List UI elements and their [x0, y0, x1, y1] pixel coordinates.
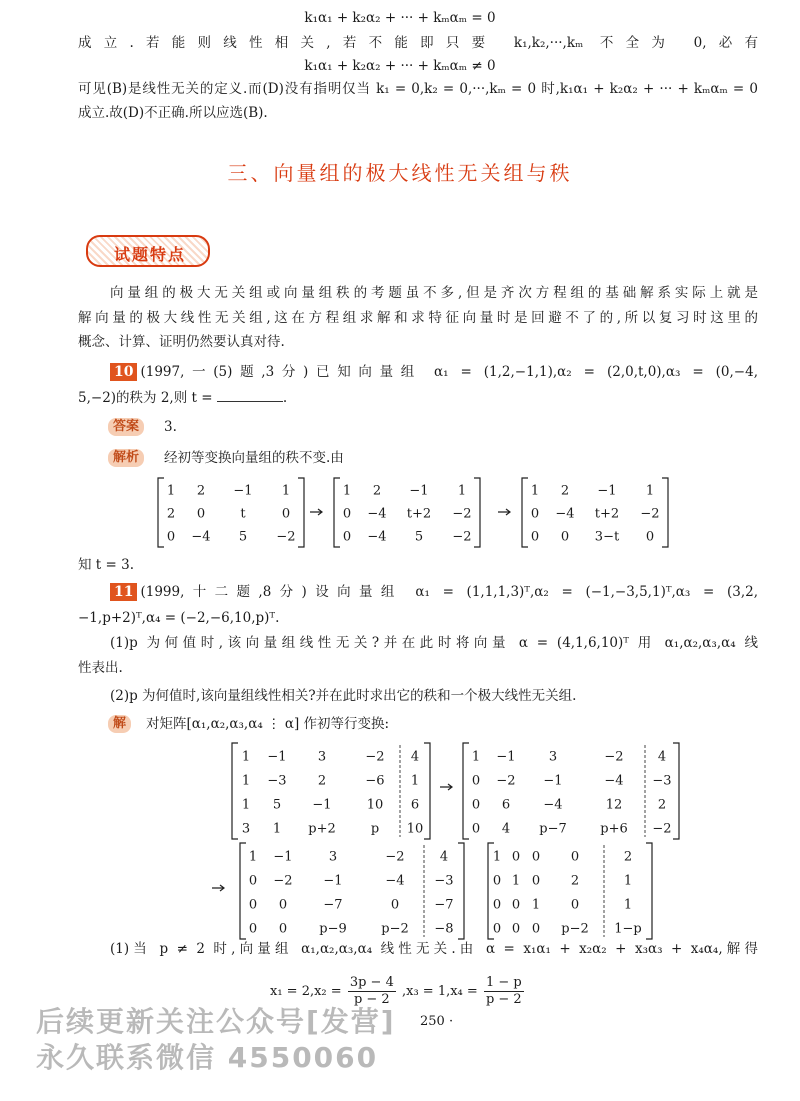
q11-matrix-2-cell: 12 [605, 797, 623, 813]
q11-matrix-2-left-bracket [463, 743, 469, 839]
features-line: 解向量的极大线性无关组,这在方程组求解和求特征向量时是回避不了的,所以复习时这里的 [78, 310, 758, 326]
question-text: (1999,十二题,8分)设向量组 α₁ = (1,1,1,3)ᵀ,α₂ = (−1,−3,5,1)ᵀ,α₃ = (3,2, [140, 584, 758, 600]
question-11-part2: (2)p 为何值时,该向量组线性相关?并在此时求出它的秩和一个极大线性无关组. [110, 688, 577, 704]
question-text: (1997,一(5)题,3分)已知向量组 α₁ = (1,2,−1,1),α₂ = (2,0,t,0),α₃ = (0,−4, [140, 364, 758, 380]
q10-matrix-2-cell: 0 [342, 506, 352, 522]
q10-matrix-2-cell: 1 [342, 483, 352, 499]
q10-matrix-3-left-bracket [522, 478, 528, 547]
q11-matrix-3-left-bracket [240, 843, 246, 939]
q11-matrix-2-cell: 4 [657, 749, 667, 765]
q11-matrix-1-cell: 1 [241, 773, 251, 789]
q11-matrix-4-cell: 1 [531, 897, 541, 913]
q11-matrix-1-cell: 4 [410, 749, 420, 765]
q11-matrix-3-cell: 0 [278, 897, 288, 913]
q11-matrix-1-cell: 10 [366, 797, 384, 813]
q11-matrix-3-cell: 0 [248, 921, 258, 937]
q10-matrix-2-cell: t+2 [406, 506, 432, 522]
q10-matrix-3-cell: t+2 [594, 506, 620, 522]
q10-matrix-3-right-bracket [662, 478, 668, 547]
fraction-denominator: p − 2 [485, 992, 522, 1007]
q10-matrix-1-cell: 1 [166, 483, 176, 499]
answer-value: 3. [164, 419, 177, 435]
q10-matrix-1-cell: t [240, 506, 246, 522]
q11-matrix-2-cell: −2 [496, 773, 516, 789]
case-1-text: (1)当 p ≠ 2 时,向量组 α₁,α₂,α₃,α₄ 线性无关.由 α = x₁α₁ + x₂α₂ + x₃α₃ + x₄α₄,解得 [110, 941, 758, 957]
q11-matrix-4-cell: 1 [623, 873, 633, 889]
q11-matrix-3-cell: 0 [390, 897, 400, 913]
q11-matrix-4-cell: 0 [531, 849, 541, 865]
q11-matrix-4-cell: 0 [531, 921, 541, 937]
q11-matrix-1-cell: 3 [241, 821, 251, 837]
q11-matrix-3-cell: −1 [323, 873, 343, 889]
q10-matrix-3-cell: 0 [560, 529, 570, 545]
analysis-tag: 解析 [108, 449, 144, 467]
page-number-value: 250 [420, 1014, 445, 1029]
q11-matrix-3-cell: −2 [385, 849, 405, 865]
q11-matrix-3-cell: −1 [273, 849, 293, 865]
q10-matrix-2-cell: 2 [372, 483, 382, 499]
q10-matrix-3-cell: 1 [530, 483, 540, 499]
q11-matrix-3-cell: 1 [248, 849, 258, 865]
section-heading: 三、向量组的极大线性无关组与秩 [227, 161, 573, 185]
answer-tag: 答案 [108, 418, 144, 436]
q11-matrix-1-left-bracket [232, 743, 238, 839]
analysis-text: 经初等变换向量组的秩不变.由 [164, 450, 344, 466]
q11-matrix-3-cell: 3 [328, 849, 338, 865]
q11-matrix-4-cell: 0 [511, 849, 521, 865]
q11-matrix-3-cell: −2 [273, 873, 293, 889]
q10-matrix-2-right-bracket [474, 478, 480, 547]
q11-matrix-2-cell: 0 [471, 821, 481, 837]
q11-matrix-2-cell: −2 [652, 821, 672, 837]
q11-matrix-4-cell: 1 [623, 897, 633, 913]
arrow-icon [212, 885, 224, 891]
q10-matrix-1-cell: 0 [196, 506, 206, 522]
q11-matrix-2-cell: 1 [471, 749, 481, 765]
q11-matrix-2-cell: −1 [543, 773, 563, 789]
solution-tag: 解 [108, 715, 131, 733]
q11-matrix-2-cell: 2 [657, 797, 667, 813]
conclusion-text: 知 t = 3. [78, 557, 134, 573]
q10-matrix-2-cell: −2 [452, 506, 472, 522]
q11-matrix-3-cell: −4 [385, 873, 405, 889]
arrow-icon [310, 509, 322, 515]
q11-matrix-4-cell: 1−p [614, 921, 642, 937]
q11-matrix-1-cell: −2 [365, 749, 385, 765]
q10-matrix-2-cell: −4 [367, 506, 387, 522]
paragraph-line: 成立.若能则线性相关,若不能即只要 k₁,k₂,···,kₘ 不全为 0,必有 [78, 35, 758, 51]
q11-matrix-2-cell: 3 [548, 749, 558, 765]
q11-matrix-3-cell: 0 [248, 897, 258, 913]
q11-matrix-1-cell: p+2 [308, 821, 336, 837]
q10-matrix-1-cell: 0 [281, 506, 291, 522]
q10-matrix-2-left-bracket [334, 478, 340, 547]
q11-matrix-1-cell: 2 [317, 773, 327, 789]
q11-matrix-1-cell: −3 [267, 773, 287, 789]
q11-matrix-1-cell: 1 [241, 797, 251, 813]
fraction-denominator: p − 2 [353, 992, 390, 1007]
q11-matrix-2-cell: −1 [496, 749, 516, 765]
q11-matrix-4-cell: 0 [531, 873, 541, 889]
q11-matrix-3-cell: p−2 [381, 921, 409, 937]
q11-matrix-4-cell: 0 [570, 897, 580, 913]
q10-matrix-3-cell: 0 [645, 529, 655, 545]
q11-matrix-4-cell: 2 [623, 849, 633, 865]
q11-matrix-3-cell: p−9 [319, 921, 347, 937]
q11-matrix-2-cell: −2 [604, 749, 624, 765]
q11-matrix-3-cell: −8 [434, 921, 454, 937]
q11-matrix-4-cell: 0 [570, 849, 580, 865]
equation-independence: k₁α₁ + k₂α₂ + ··· + kₘαₘ ≠ 0 [304, 58, 496, 74]
q11-matrix-3-cell: 0 [248, 873, 258, 889]
solution-x3-x4: ,x₃ = 1,x₄ = [401, 984, 478, 999]
arrow-icon [440, 784, 452, 790]
q10-matrix-1-left-bracket [158, 478, 164, 547]
q10-matrix-2-cell: 0 [342, 529, 352, 545]
q11-matrix-1-cell: −1 [312, 797, 332, 813]
q11-matrix-4-cell: 1 [511, 873, 521, 889]
q11-matrix-1-cell: −1 [267, 749, 287, 765]
q11-matrix-3-cell: −7 [434, 897, 454, 913]
q10-matrix-3-cell: −2 [640, 506, 660, 522]
equation-dependence: k₁α₁ + k₂α₂ + ··· + kₘαₘ = 0 [304, 10, 496, 26]
q10-matrix-1-cell: −2 [276, 529, 296, 545]
question-text: 5,−2)的秩为 2,则 t = [78, 390, 213, 406]
q10-matrix-2-cell: 5 [414, 529, 424, 545]
q11-matrix-1-cell: 1 [272, 821, 282, 837]
q11-matrix-1-cell: 1 [410, 773, 420, 789]
features-badge-label: 试题特点 [113, 245, 186, 264]
q11-matrix-4-cell: 1 [492, 849, 502, 865]
solution-text: 对矩阵[α₁,α₂,α₃,α₄ ⋮ α] 作初等行变换: [146, 716, 390, 732]
q11-matrix-1-cell: −6 [365, 773, 385, 789]
q11-matrix-2-cell: −3 [652, 773, 672, 789]
q10-matrix-1-cell: −1 [233, 483, 253, 499]
q10-matrix-3-cell: −4 [555, 506, 575, 522]
q10-matrix-2-cell: −1 [409, 483, 429, 499]
features-line: 向量组的极大无关组或向量组秩的考题虽不多,但是齐次方程组的基础解系实际上就是 [110, 285, 758, 301]
q11-matrix-4-cell: 0 [492, 921, 502, 937]
q11-matrix-3-cell: −7 [323, 897, 343, 913]
q11-matrix-4-right-bracket [646, 843, 652, 939]
paragraph-line: 成立.故(D)不正确.所以应选(B). [78, 105, 268, 121]
q11-matrix-2-cell: −4 [543, 797, 563, 813]
q11-matrix-2-cell: p−7 [539, 821, 567, 837]
q10-matrix-3-cell: 1 [645, 483, 655, 499]
q11-matrix-4-cell: 0 [492, 897, 502, 913]
q11-matrix-1-cell: 1 [241, 749, 251, 765]
fraction-numerator: 1 − p [485, 975, 522, 990]
watermark-line-2: 永久联系微信 4550060 [36, 1041, 379, 1074]
question-11-part1: 性表出. [78, 660, 123, 676]
q11-matrix-1-right-bracket [424, 743, 430, 839]
q11-matrix-4-cell: 2 [570, 873, 580, 889]
q11-matrix-2-cell: −4 [604, 773, 624, 789]
solution-x1: x₁ = 2,x₂ = [270, 984, 342, 999]
page-number-dot: · [448, 1014, 454, 1029]
q11-matrix-4-cell: 0 [492, 873, 502, 889]
question-11-line: −1,p+2)ᵀ,α₄ = (−2,−6,10,p)ᵀ. [78, 610, 280, 626]
q11-matrix-2-cell: 0 [471, 773, 481, 789]
q11-matrix-2-cell: 6 [501, 797, 511, 813]
q10-matrix-1-cell: 2 [196, 483, 206, 499]
q10-matrix-1-cell: 0 [166, 529, 176, 545]
question-text-end: . [282, 390, 288, 406]
question-11-part1: (1)p 为何值时,该向量组线性无关?并在此时将向量 α = (4,1,6,10)ᵀ 用 α₁,α₂,α₃,α₄ 线 [110, 635, 758, 651]
q11-matrix-1-cell: 10 [406, 821, 424, 837]
page-number [420, 1014, 453, 1029]
q10-matrix-1-right-bracket [298, 478, 304, 547]
fraction-numerator: 3p − 4 [349, 975, 394, 990]
features-line: 概念、计算、证明仍然要认真对待. [78, 334, 285, 350]
q10-matrix-3-cell: −1 [597, 483, 617, 499]
q10-matrix-2-cell: 1 [457, 483, 467, 499]
q10-matrix-3-cell: 0 [530, 506, 540, 522]
q11-matrix-2-cell: p+6 [600, 821, 628, 837]
q11-matrix-2-cell: 4 [501, 821, 511, 837]
q11-matrix-2-cell: 0 [471, 797, 481, 813]
q11-matrix-1-cell: 5 [272, 797, 282, 813]
arrow-icon [498, 509, 510, 515]
q11-matrix-2-right-bracket [673, 743, 679, 839]
paragraph-line: 可见(B)是线性无关的定义.而(D)没有指明仅当 k₁ = 0,k₂ = 0,···,kₘ = 0 时,k₁α₁ + k₂α₂ + ··· + kₘαₘ = 0 [78, 81, 758, 97]
q11-matrix-3-right-bracket [458, 843, 464, 939]
q10-matrix-1-cell: 2 [166, 506, 176, 522]
watermark-line-1: 后续更新关注公众号[发营] [36, 1005, 396, 1038]
q11-matrix-1-cell: 6 [410, 797, 420, 813]
q10-matrix-1-cell: −4 [191, 529, 211, 545]
q11-matrix-3-cell: −3 [434, 873, 454, 889]
q10-matrix-2-cell: −4 [367, 529, 387, 545]
q11-matrix-4-cell: p−2 [561, 921, 589, 937]
q10-matrix-3-cell: 2 [560, 483, 570, 499]
q11-matrix-4-cell: 0 [511, 897, 521, 913]
q10-matrix-1-cell: 1 [281, 483, 291, 499]
q11-matrix-4-cell: 0 [511, 921, 521, 937]
q11-matrix-3-cell: 0 [278, 921, 288, 937]
q10-matrix-3-cell: 3−t [594, 529, 620, 545]
q11-matrix-1-cell: 3 [317, 749, 327, 765]
q10-matrix-1-cell: 5 [238, 529, 248, 545]
q11-matrix-3-cell: 4 [439, 849, 449, 865]
q10-matrix-3-cell: 0 [530, 529, 540, 545]
question-number: 11 [110, 583, 137, 601]
q11-matrix-1-cell: p [370, 821, 380, 837]
q10-matrix-2-cell: −2 [452, 529, 472, 545]
question-number: 10 [110, 363, 137, 381]
